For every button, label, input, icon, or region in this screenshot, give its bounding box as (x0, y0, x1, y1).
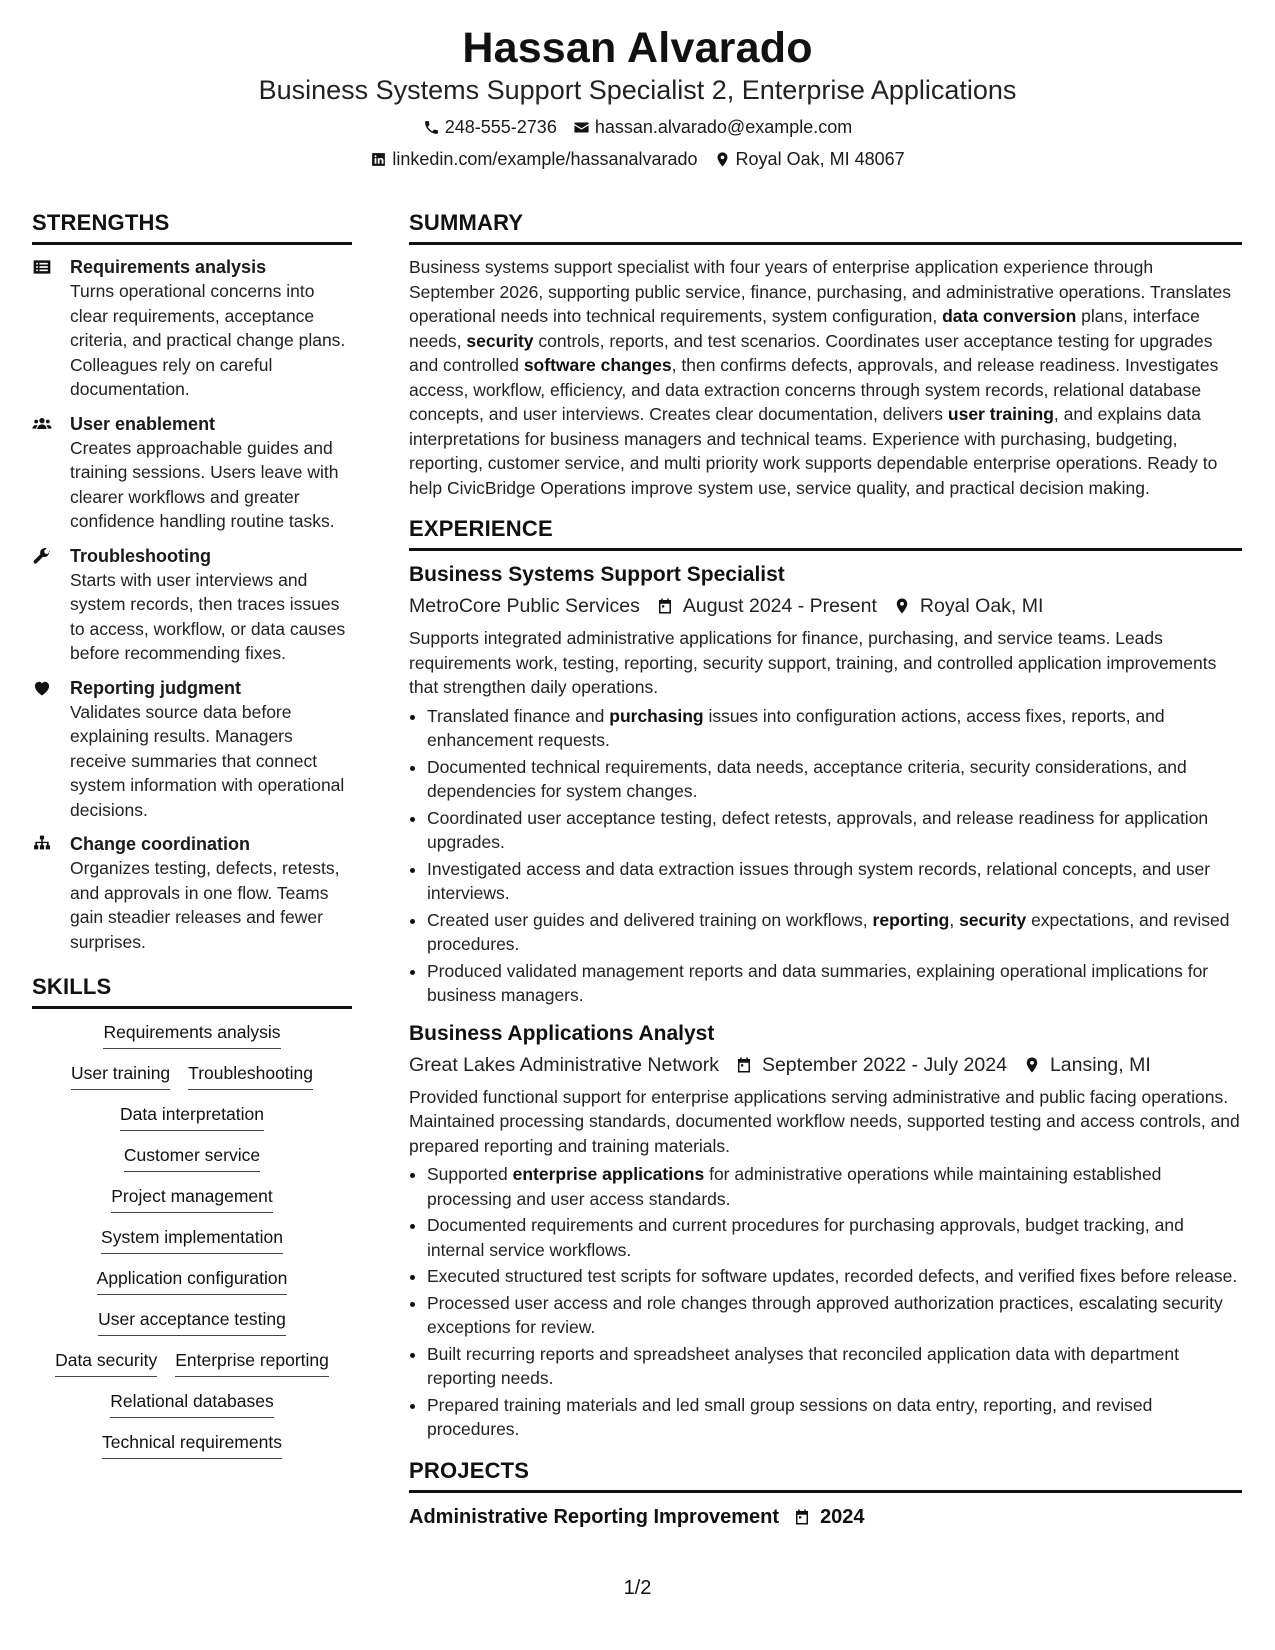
list-item: • Investigated access and data extraction issues through system records, relational concepts, and user interviews. (427, 857, 1242, 906)
summary-heading: SUMMARY (409, 210, 1242, 245)
list-item: • Created user guides and delivered training on workflows, reporting, security expectations, and revised procedures. (427, 908, 1242, 957)
linkedin-icon (370, 151, 387, 168)
location-text: Royal Oak, MI 48067 (735, 149, 905, 169)
skills-heading: SKILLS (32, 974, 352, 1009)
strength-desc: Creates approachable guides and training sessions. Users leave with clearer workflows and greater confidence handling routine tasks. (70, 437, 339, 531)
sitemap-icon (32, 834, 52, 854)
candidate-name: Hassan Alvarado (462, 24, 813, 72)
job-title: Business Applications Analyst (409, 1021, 715, 1045)
calendar-icon (793, 1508, 811, 1526)
job-company: Great Lakes Administrative Network (409, 1053, 719, 1076)
skill-tag: Technical requirements (102, 1431, 282, 1459)
job-intro: Provided functional support for enterprise applications serving administrative and public facing operations. Maintained processing standards, documented workflow needs, supported testing and access controls, and prepared reporting and training materials. (409, 1086, 1240, 1156)
job-dates: September 2022 - July 2024 (761, 1053, 1007, 1076)
skill-tag: Data security (55, 1349, 157, 1377)
strength-desc: Validates source data before explaining results. Managers receive summaries that connect system information with operational decisions. (70, 701, 345, 820)
experience-heading: EXPERIENCE (409, 516, 1242, 551)
page-number: 1/2 (623, 1577, 652, 1599)
strength-item (32, 832, 352, 954)
envelope-icon (573, 119, 590, 136)
left-column (32, 210, 352, 1472)
list-item: • Supported enterprise applications for administrative operations while maintaining established processing and user access standards. (427, 1162, 1242, 1211)
job-bullets (409, 704, 1242, 1008)
skill-tag: Enterprise reporting (175, 1349, 329, 1377)
contact-linkedin[interactable] (370, 148, 697, 170)
job-bullets (409, 1162, 1242, 1442)
project-year: 2024 (820, 1505, 865, 1528)
list-card-icon (32, 257, 52, 277)
skill-tag: System implementation (101, 1226, 283, 1254)
summary-text: Business systems support specialist with four years of enterprise application experience through September 2026, supporting public service, finance, purchasing, and administrative operations. Translates operational needs into technical requirements, system configuration, data conversion plans, interface needs, security controls, reports, and test scenarios. Coordinates user acceptance testing for upgrades and controlled software changes, then confirms defects, approvals, and release readiness. Investigates access, workflow, efficiency, and data extraction concerns through system records, relational database concepts, and user interviews. Creates clear documentation, delivers user training, and explains data interpretations for business managers and technical teams. Experience with purchasing, budgeting, reporting, customer service, and multi priority work supports dependable enterprise operations. Ready to help CivicBridge Operations improve system use, service quality, and practical decision making. (409, 257, 1231, 498)
project-title: Administrative Reporting Improvement (409, 1505, 780, 1528)
contact-row-2 (0, 148, 1275, 170)
strength-title: Reporting judgment (70, 677, 241, 698)
job-meta (409, 1051, 1242, 1079)
resume-header (0, 22, 1275, 170)
skill-tag: Customer service (124, 1144, 260, 1172)
project-line (409, 1503, 1242, 1531)
contact-email[interactable] (573, 116, 852, 138)
contact-phone (423, 116, 557, 138)
list-item: • Executed structured test scripts for software updates, recorded defects, and verified fixes before release. (427, 1264, 1242, 1289)
wrench-icon (32, 546, 52, 566)
skill-tag: Application configuration (97, 1267, 288, 1295)
job-meta (409, 592, 1242, 620)
users-icon (32, 414, 52, 434)
phone-icon (423, 119, 440, 136)
strength-item (32, 676, 352, 823)
strength-desc: Turns operational concerns into clear requirements, acceptance criteria, and practical change plans. Colleagues rely on careful documentation. (70, 281, 346, 399)
skill-tag: Troubleshooting (188, 1062, 313, 1090)
list-item: • Produced validated management reports and data summaries, explaining operational implications for business managers. (427, 959, 1242, 1008)
strength-item (32, 255, 352, 402)
strength-desc: Organizes testing, defects, retests, and approvals in one flow. Teams gain steadier releases and fewer surprises. (70, 858, 340, 952)
calendar-icon (656, 597, 674, 615)
list-item: • Built recurring reports and spreadsheet analyses that reconciled application data with department reporting needs. (427, 1342, 1242, 1391)
job-company: MetroCore Public Services (409, 595, 640, 617)
contact-location (714, 148, 905, 170)
job-title: Business Systems Support Specialist (409, 563, 785, 586)
job-intro: Supports integrated administrative applications for finance, purchasing, and service teams. Leads requirements work, testing, reporting, security support, training, and controlled application improvements that strengthen daily operations. (409, 628, 1217, 697)
skill-tag: User training (71, 1062, 170, 1090)
map-pin-icon (893, 597, 911, 615)
skill-tag: User acceptance testing (98, 1308, 286, 1336)
skills-list (32, 1021, 352, 1459)
contact-row-1 (0, 116, 1275, 138)
phone-text: 248-555-2736 (444, 117, 557, 137)
map-pin-icon (714, 151, 731, 168)
strength-item (32, 412, 352, 534)
candidate-title: Business Systems Support Specialist 2, Enterprise Applications (258, 75, 1017, 105)
strength-title: User enablement (70, 413, 216, 434)
strength-title: Requirements analysis (70, 257, 267, 277)
list-item: • Coordinated user acceptance testing, defect retests, approvals, and release readiness for application upgrades. (427, 806, 1242, 855)
list-item: • Translated finance and purchasing issues into configuration actions, access fixes, reports, and enhancement requests. (427, 704, 1242, 753)
strength-desc: Starts with user interviews and system records, then traces issues to access, workflow, or data causes before recommending fixes. (70, 569, 346, 663)
strengths-heading: STRENGTHS (32, 210, 352, 245)
skill-tag: Data interpretation (120, 1103, 264, 1131)
projects-heading: PROJECTS (409, 1458, 1242, 1493)
job-location: Royal Oak, MI (919, 595, 1044, 617)
heart-icon (32, 678, 52, 698)
strength-title: Change coordination (70, 834, 250, 854)
job-dates: August 2024 - Present (682, 595, 877, 617)
strength-title: Troubleshooting (70, 545, 211, 566)
list-item: • Processed user access and role changes through approved authorization practices, escalating security exceptions for review. (427, 1291, 1242, 1340)
skill-tag: Project management (111, 1185, 272, 1213)
email-text[interactable]: hassan.alvarado@example.com (594, 117, 853, 137)
job-location: Lansing, MI (1049, 1053, 1151, 1076)
skill-tag: Requirements analysis (103, 1021, 280, 1049)
map-pin-icon (1023, 1056, 1041, 1074)
skill-tag: Relational databases (110, 1390, 273, 1418)
strength-item (32, 544, 352, 666)
list-item: • Documented requirements and current procedures for purchasing approvals, budget tracking, and internal service workflows. (427, 1213, 1242, 1262)
list-item: • Documented technical requirements, data needs, acceptance criteria, security considerations, and dependencies for system changes. (427, 755, 1242, 804)
linkedin-text[interactable]: linkedin.com/example/hassanalvarado (392, 149, 698, 169)
calendar-icon (735, 1056, 753, 1074)
list-item: • Prepared training materials and led small group sessions on data entry, reporting, and revised procedures. (427, 1393, 1242, 1442)
right-column (409, 210, 1242, 1531)
